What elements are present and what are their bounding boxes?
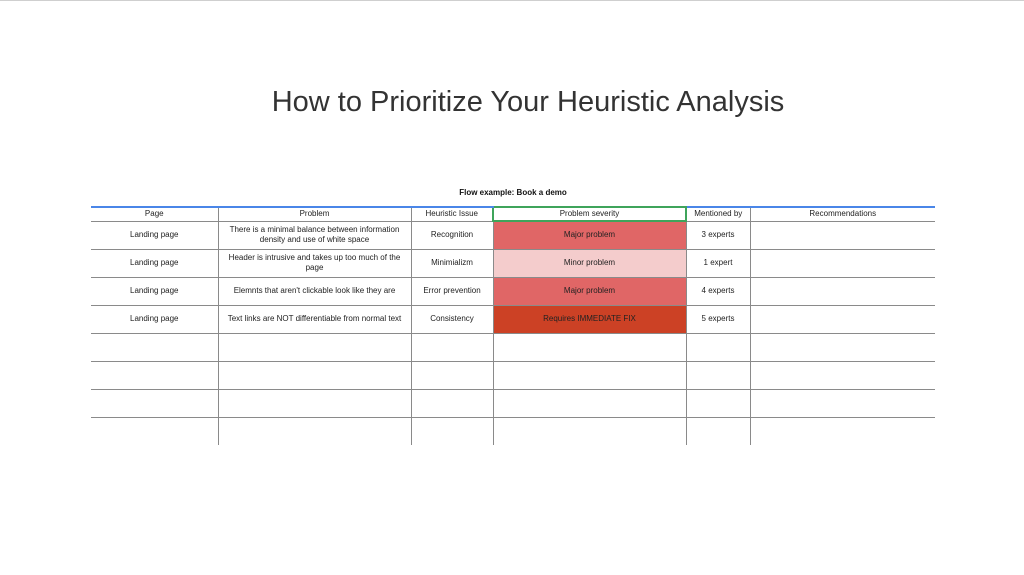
cell-heuristic[interactable]: Consistency bbox=[411, 305, 493, 333]
empty-cell[interactable] bbox=[686, 417, 750, 445]
empty-cell[interactable] bbox=[218, 361, 411, 389]
header-recommendations[interactable]: Recommendations bbox=[750, 207, 935, 221]
table-row bbox=[91, 305, 935, 333]
cell-heuristic[interactable]: Minimializm bbox=[411, 249, 493, 277]
cell-page[interactable]: Landing page bbox=[91, 277, 218, 305]
heuristic-analysis-table bbox=[91, 206, 935, 445]
empty-row bbox=[91, 361, 935, 389]
header-problem-severity[interactable]: Problem severity bbox=[493, 207, 686, 221]
empty-cell[interactable] bbox=[91, 389, 218, 417]
top-divider bbox=[0, 0, 1024, 1]
table-row bbox=[91, 277, 935, 305]
empty-cell[interactable] bbox=[91, 361, 218, 389]
cell-mentioned-by[interactable]: 1 expert bbox=[686, 249, 750, 277]
slide-title: How to Prioritize Your Heuristic Analysis bbox=[271, 86, 785, 118]
empty-cell[interactable] bbox=[750, 389, 935, 417]
empty-cell[interactable] bbox=[411, 389, 493, 417]
empty-cell[interactable] bbox=[750, 417, 935, 445]
empty-row bbox=[91, 389, 935, 417]
empty-row bbox=[91, 333, 935, 361]
header-problem[interactable]: Problem bbox=[218, 207, 411, 221]
empty-cell[interactable] bbox=[750, 361, 935, 389]
cell-heuristic[interactable]: Error prevention bbox=[411, 277, 493, 305]
cell-problem[interactable]: Elemnts that aren't clickable look like they are bbox=[218, 277, 411, 305]
cell-severity[interactable]: Minor problem bbox=[493, 249, 686, 277]
header-page[interactable]: Page bbox=[91, 207, 218, 221]
cell-page[interactable]: Landing page bbox=[91, 305, 218, 333]
cell-mentioned-by[interactable]: 3 experts bbox=[686, 221, 750, 249]
empty-cell[interactable] bbox=[686, 389, 750, 417]
cell-severity[interactable]: Major problem bbox=[493, 221, 686, 249]
empty-cell[interactable] bbox=[411, 417, 493, 445]
empty-cell[interactable] bbox=[218, 417, 411, 445]
empty-cell[interactable] bbox=[91, 417, 218, 445]
empty-cell[interactable] bbox=[750, 333, 935, 361]
empty-cell[interactable] bbox=[493, 333, 686, 361]
empty-cell[interactable] bbox=[686, 333, 750, 361]
cell-problem[interactable]: There is a minimal balance between information density and use of white space bbox=[218, 221, 411, 249]
cell-recommendation[interactable] bbox=[750, 221, 935, 249]
empty-cell[interactable] bbox=[91, 333, 218, 361]
cell-severity[interactable]: Major problem bbox=[493, 277, 686, 305]
cell-mentioned-by[interactable]: 4 experts bbox=[686, 277, 750, 305]
empty-cell[interactable] bbox=[493, 417, 686, 445]
empty-cell[interactable] bbox=[218, 333, 411, 361]
empty-row bbox=[91, 417, 935, 445]
cell-problem[interactable]: Text links are NOT differentiable from normal text bbox=[218, 305, 411, 333]
table-row bbox=[91, 221, 935, 249]
header-row bbox=[91, 207, 935, 221]
cell-page[interactable]: Landing page bbox=[91, 221, 218, 249]
empty-cell[interactable] bbox=[493, 389, 686, 417]
empty-cell[interactable] bbox=[493, 361, 686, 389]
cell-recommendation[interactable] bbox=[750, 305, 935, 333]
cell-mentioned-by[interactable]: 5 experts bbox=[686, 305, 750, 333]
cell-recommendation[interactable] bbox=[750, 249, 935, 277]
cell-page[interactable]: Landing page bbox=[91, 249, 218, 277]
header-mentioned-by[interactable]: Mentioned by bbox=[686, 207, 750, 221]
empty-cell[interactable] bbox=[686, 361, 750, 389]
empty-cell[interactable] bbox=[411, 361, 493, 389]
cell-heuristic[interactable]: Recognition bbox=[411, 221, 493, 249]
header-heuristic-issue[interactable]: Heuristic Issue bbox=[411, 207, 493, 221]
table-row bbox=[91, 249, 935, 277]
empty-cell[interactable] bbox=[218, 389, 411, 417]
empty-cell[interactable] bbox=[411, 333, 493, 361]
cell-problem[interactable]: Header is intrusive and takes up too much of the page bbox=[218, 249, 411, 277]
table-caption: Flow example: Book a demo bbox=[459, 188, 567, 197]
cell-severity[interactable]: Requires IMMEDIATE FIX bbox=[493, 305, 686, 333]
cell-recommendation[interactable] bbox=[750, 277, 935, 305]
